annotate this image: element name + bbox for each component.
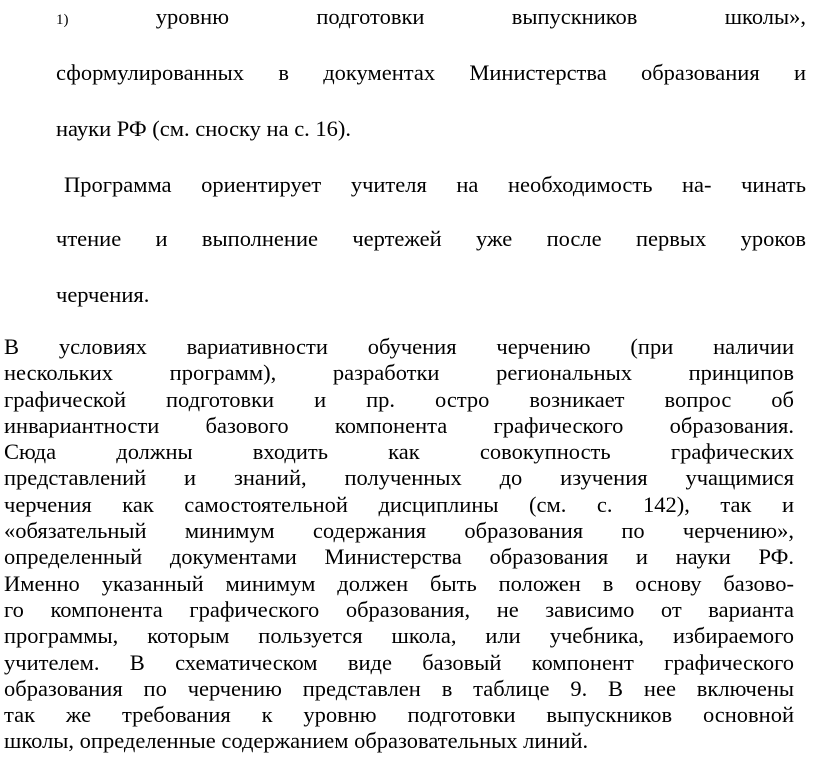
paragraph-line: графической подготовки и пр. остро возникает вопрос об — [4, 386, 794, 412]
word: выпускников — [511, 4, 638, 29]
paragraph-line: «обязательный минимум содержания образования по черчению», — [4, 518, 794, 544]
paragraph-line: программы, которым пользуется школа, или учебника, избираемого — [4, 623, 794, 649]
upper-line-5: чтение и выполнение чертежей уже после первых уроков — [56, 226, 806, 251]
paragraph-line: учителем. В схематическом виде базовый компонент графического — [4, 649, 794, 675]
paragraph-line: так же требования к уровню подготовки выпускников основной — [4, 702, 794, 728]
upper-line-3: науки РФ (см. сноску на с. 16). — [56, 116, 352, 141]
paragraph-line: Сюда должны входить как совокупность графических — [4, 439, 794, 465]
paragraph-line: Именно указанный минимум должен быть положен в основу базово- — [4, 570, 794, 596]
paragraph-line: школы, определенные содержанием образовательных линий. — [4, 728, 589, 754]
paragraph-line: инвариантности базового компонента графического образования. — [4, 412, 794, 438]
paragraph-line: го компонента графического образования, не зависимо от варианта — [4, 596, 794, 622]
upper-line-1 — [56, 2, 806, 35]
word: уровню — [155, 4, 230, 29]
paragraph-line: представлений и знаний, полученных до изучения учащимися — [4, 465, 794, 491]
paragraph-line: черчения как самостоятельной дисциплины (см. с. 142), так и — [4, 491, 794, 517]
paragraph-line: определенный документами Министерства образования и науки РФ. — [4, 544, 794, 570]
paragraph-line: образования по черчению представлен в таблице 9. В нее включены — [4, 675, 794, 701]
upper-line-4: Программа ориентирует учителя на необходимость на- чинать — [64, 172, 806, 197]
word: подготовки — [316, 4, 425, 29]
footnote-marker: 1) — [56, 12, 69, 28]
paragraph-line: В условиях вариативности обучения черчению (при наличии — [4, 334, 794, 359]
paragraph-line: нескольких программ), разработки региональных принципов — [4, 360, 794, 386]
body-paragraph — [4, 334, 812, 755]
word: школы», — [724, 4, 807, 29]
upper-line-2: сформулированных в документах Министерства образования и — [56, 60, 806, 85]
upper-line-6: черчения. — [56, 282, 150, 307]
